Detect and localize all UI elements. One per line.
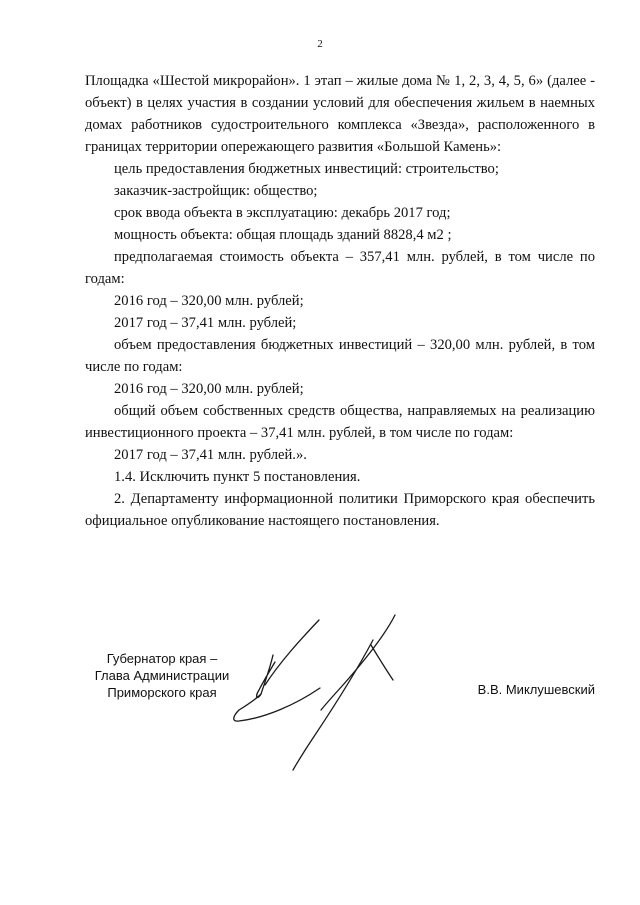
paragraph: 2017 год – 37,41 млн. рублей.».	[114, 447, 307, 463]
paragraph: Площадка «Шестой микрорайон». 1 этап – жилые дома № 1, 2, 3, 4, 5, 6» (далее - объект) в целях участия в создании условий для обеспечения жильем в наемных домах работников судостроительного комплекса «Звезда», расположенного в границах территории опережающего развития «Большой Камень»:	[85, 73, 595, 155]
paragraph: мощность объекта: общая площадь зданий 8828,4 м2 ;	[114, 227, 452, 243]
paragraph: 1.4. Исключить пункт 5 постановления.	[114, 469, 361, 485]
signatory-title-line: Глава Администрации	[94, 668, 230, 683]
paragraph: 2. Департаменту информационной политики Приморского края обеспечить официальное опубликование настоящего постановления.	[85, 491, 595, 529]
paragraph: общий объем собственных средств общества, направляемых на реализацию инвестиционного проекта – 37,41 млн. рублей, в том числе по годам:	[85, 403, 595, 441]
page-number: 2	[317, 38, 323, 50]
handwritten-signature	[225, 600, 425, 780]
paragraph: заказчик-застройщик: общество;	[114, 183, 318, 199]
paragraph: срок ввода объекта в эксплуатацию: декабрь 2017 год;	[114, 205, 451, 221]
paragraph: 2017 год – 37,41 млн. рублей;	[114, 315, 297, 331]
paragraph: объем предоставления бюджетных инвестиций – 320,00 млн. рублей, в том числе по годам:	[85, 337, 595, 375]
paragraph: 2016 год – 320,00 млн. рублей;	[114, 293, 304, 309]
paragraph: 2016 год – 320,00 млн. рублей;	[114, 381, 304, 397]
signatory-title-line: Приморского края	[107, 685, 217, 700]
signatory-name: В.В. Миклушевский	[477, 682, 595, 697]
signatory-title-line: Губернатор края –	[106, 651, 218, 666]
paragraph: предполагаемая стоимость объекта – 357,41 млн. рублей, в том числе по годам:	[85, 249, 595, 287]
paragraph: цель предоставления бюджетных инвестиций: строительство;	[114, 161, 499, 177]
